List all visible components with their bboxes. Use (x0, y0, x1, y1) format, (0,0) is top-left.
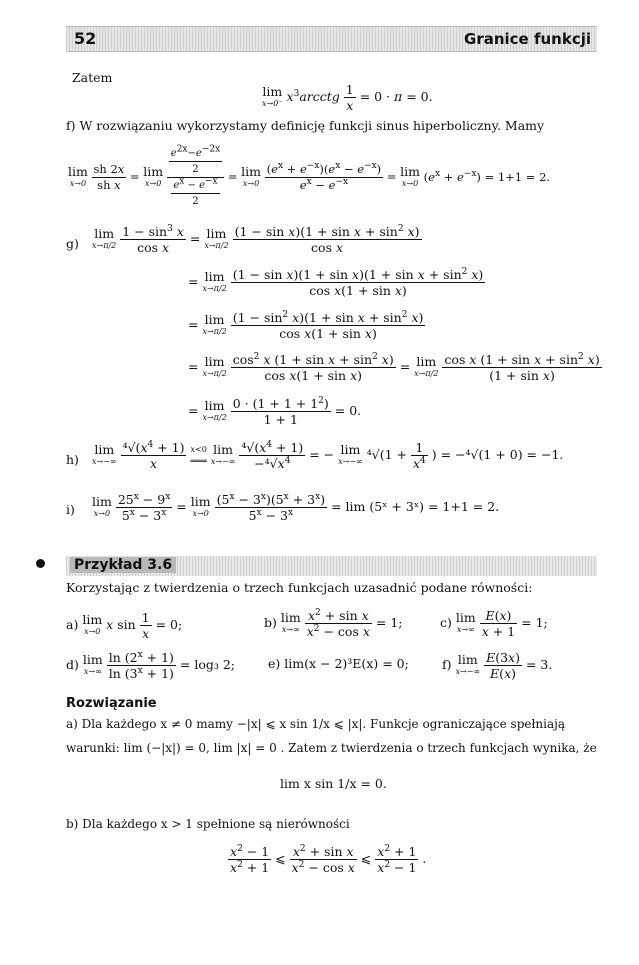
i-result: = lim (5ˣ + 3ˣ) = 1+1 = 2. (331, 499, 500, 514)
example-item-e: e) lim(x − 2)³E(x) = 0; (268, 656, 409, 671)
h-label: h) (66, 452, 79, 467)
g-label: g) (66, 236, 79, 251)
equation-g-line4: = lim x→π/2 $\frac{\cos^2 x (1 + \sin x + \sin^2 x)}{\text{cos x(1 + sin x)}}$ = lim x→π/2 $\frac{\cos x (1 + \sin x + \sin^2 x)}{\text{(1 + sin x)}}$ (188, 351, 600, 383)
f-intro-text: f) W rozwiązaniu wykorzystamy definicję funkcji sinus hiperboliczny. Mamy (66, 118, 545, 133)
h-result: = −⁴√(1 + 0) = −1. (440, 447, 564, 462)
bullet-icon (36, 559, 45, 568)
solution-b-text: b) Dla każdego x > 1 spełnione są nierówności (66, 817, 350, 831)
example-item-c: c) lim x→∞ $\frac{E(x)}{x + 1}$ = 1; (440, 608, 548, 639)
example-intro: Korzystając z twierdzenia o trzech funkcjach uzasadnić podane równości: (66, 580, 533, 595)
solution-a-equation: lim x sin 1/x = 0. (280, 776, 387, 791)
equation-g-line3: = lim x→π/2 $\frac{(1 - \sin^2 x)(1 + \sin x + \sin^2 x)}{\text{cos x(1 + sin x)}}$ (188, 309, 424, 341)
i-label: i) (66, 502, 75, 517)
equation-g-line2: = lim x→π/2 $\frac{(1 - \sin x)(1 + \sin x)(1 + \sin x + \sin^2 x)}{\text{cos x(1 + sin x)}}$ (188, 266, 484, 298)
example-band (66, 556, 597, 576)
zatem-text: Zatem (72, 70, 113, 85)
example-item-a: a) lim x→0 x sin $\frac{1}{x}$ = 0; (66, 610, 183, 641)
example-item-d: d) lim x→∞ $\frac{\ln (2^x + 1)}{\ln (3^x + 1)}$ = log₃ 2; (66, 649, 236, 681)
example-item-b: b) lim x→∞ $\frac{x^2 + \sin x}{x^2 - \cos x}$ = 1; (264, 607, 403, 639)
solution-heading: Rozwiązanie (66, 696, 157, 711)
page-number: 52 (74, 29, 97, 48)
equation-h: lim x→−∞ $\frac{^4√(x^4 + 1)}{x}$ x<0 ═══ lim x→−∞ $\frac{^4√(x^4 + 1)}{-^4√x^4}$ = − lim x→−∞ ⁴√(1 + $\frac{1}{x^4}$ ) = −⁴√(1 + 0) = −1. (92, 439, 564, 471)
equation-g-line1: lim x→π/2 $\frac{1 - \sin^3 x}{\text{cos x}}$ = lim x→π/2 $\frac{(1 - \sin x)(1 + \sin x + \sin^2 x)}{\text{cos x}}$ (92, 223, 420, 255)
example-title: Przykład 3.6 (70, 557, 176, 573)
equation-zatem: lim x→0⁻ $x^3arcctg$ $\frac{1}{x}$ = 0 · π = 0. (262, 82, 433, 113)
page-header-band (66, 26, 597, 52)
solution-a-line2: warunki: lim (−|x|) = 0, lim |x| = 0 . Zatem z twierdzenia o trzech funkcjach wynika, że (66, 741, 597, 755)
g-result: = 0. (334, 403, 362, 418)
equation-g-line5: = lim x→π/2 $\frac{0 \cdot (1 + 1 + 1^2)}{1 + 1}$ = 0. (188, 395, 362, 427)
equation-i: lim x→0 $\frac{25^x - 9^x}{5^x - 3^x}$ = lim x→0 $\frac{(5^x - 3^x)(5^x + 3^x)}{5^x - 3^x}$ = lim (5ˣ + 3ˣ) = 1+1 = 2. (92, 491, 500, 523)
chapter-title: Granice funkcji (464, 30, 591, 48)
solution-b-inequality: $\frac{x^2 - 1}{x^2 + 1}$ ⩽ $\frac{x^2 + \sin x}{x^2 - \cos x}$ ⩽ $\frac{x^2 + 1}{x^2 - 1}$ . (230, 843, 427, 875)
example-item-f: f) lim x→−∞ $\frac{E(3x)}{E(x)}$ = 3. (442, 650, 553, 681)
solution-a-line1: a) Dla każdego x ≠ 0 mamy −|x| ⩽ x sin 1/x ⩽ |x|. Funkcje ograniczające spełniają (66, 717, 565, 731)
equation-f: lim x→0 $\frac{sh 2x}{\text{sh x}}$ = lim x→0 $\frac{\frac{e2x-e-2x}{2}}{\frac{ex - e-x}{2}}$ = lim x→0 $\frac{(e^x + e^{-x})(e^x - e^{-x})}{e^x - e^{-x}}$ = lim x→0 $(e^x + e^{-x}) = 1+1 = 2$. (68, 144, 551, 207)
